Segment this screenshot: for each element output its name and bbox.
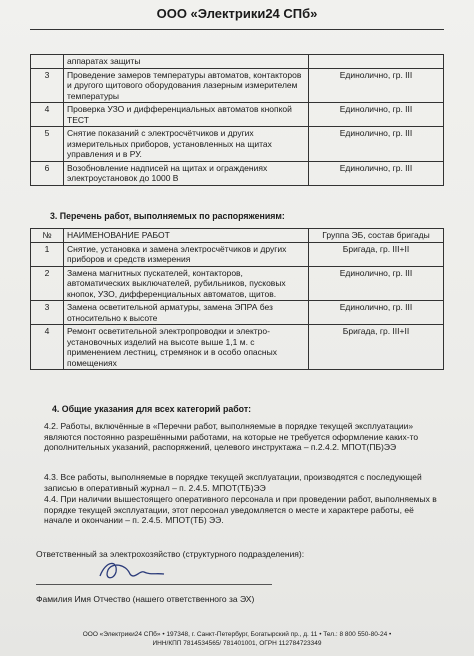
- table-routine-works: [30, 54, 444, 186]
- paragraph-4-3: 4.3. Все работы, выполняемые в порядке текущей эксплуатации, производятся с последующей записью в оперативный журнал – п. 2.4.5. МПОТ(ТБ)ЭЭ: [44, 472, 422, 493]
- section-3-title: 3. Перечень работ, выполняемых по распоряжениям:: [50, 211, 285, 221]
- cell-exec: Единолично, гр. III: [309, 127, 444, 162]
- cell-num: 4: [31, 325, 64, 370]
- table-row: [31, 266, 444, 301]
- cell-num: 3: [31, 68, 64, 103]
- col-header-group: Группа ЭБ, состав бригады: [309, 229, 444, 243]
- table-row: [31, 68, 444, 103]
- table-row: [31, 161, 444, 185]
- cell-num: 6: [31, 161, 64, 185]
- footer-address: ООО «Электрики24 СПб» • 197348, г. Санкт-Петербург, Богатырский пр., д. 11 • Тел.: 8 800 550-80-24 •: [82, 631, 392, 638]
- table-row: [31, 103, 444, 127]
- col-header-work: НАИМЕНОВАНИЕ РАБОТ: [64, 229, 309, 243]
- cell-work: аппаратах защиты: [64, 55, 309, 69]
- cell-num: 2: [31, 266, 64, 301]
- section-4-title: 4. Общие указания для всех категорий работ:: [52, 404, 252, 414]
- cell-num: 4: [31, 103, 64, 127]
- cell-exec: Бригада, гр. III+II: [309, 242, 444, 266]
- cell-work: Снятие, установка и замена электросчётчиков и других приборов и средств измерения: [64, 242, 309, 266]
- company-title: ООО «Электрики24 СПб»: [156, 6, 318, 21]
- cell-exec: Единолично, гр. III: [309, 68, 444, 103]
- table-order-works: [30, 228, 444, 370]
- paragraph-4-2: 4.2. Работы, включённые в «Перечни работ, выполняемые в порядке текущей эксплуатации» являются постоянно разрешёнными работами, на которые не требуется оформление каких-то дополнительных указаний, распоряжений, целевого инструктажа – п.2.4.2. МПОТ(ПБ)ЭЭ: [44, 421, 419, 452]
- cell-work: Замена осветительной арматуры, замена ЭПРА без относительно к высоте: [64, 301, 309, 325]
- cell-exec: Бригада, гр. III+II: [309, 325, 444, 370]
- cell-work: Замена магнитных пускателей, контакторов, автоматических выключателей, рубильников, пусковых кнопок, УЗО, дифференциальных автоматов, щитов.: [64, 266, 309, 301]
- table-row: [31, 301, 444, 325]
- cell-num: 5: [31, 127, 64, 162]
- cell-exec: [309, 55, 444, 69]
- table-row: [31, 55, 444, 69]
- table-row: [31, 242, 444, 266]
- cell-num: 3: [31, 301, 64, 325]
- cell-exec: Единолично, гр. III: [309, 266, 444, 301]
- table-row: [31, 325, 444, 370]
- cell-work: Возобновление надписей на щитах и ограждениях электроустановок до 1000 В: [64, 161, 309, 185]
- cell-exec: Единолично, гр. III: [309, 301, 444, 325]
- signature-line: [36, 584, 272, 585]
- cell-work: Проведение замеров температуры автоматов, контакторов и другого щитового оборудования лазерным измерителем температуры: [64, 68, 309, 103]
- cell-num: 1: [31, 242, 64, 266]
- cell-work: Снятие показаний с электросчётчиков и других измерительных приборов, установленных на щитах управления и в РУ.: [64, 127, 309, 162]
- responsible-label: Ответственный за электрохозяйство (структурного подразделения):: [36, 549, 305, 559]
- table-row: [31, 127, 444, 162]
- cell-work: Ремонт осветительной электропроводки и электро-установочных изделий на высоте выше 1,1 м. с применением лестниц, стремянок и в особо опасных помещениях: [64, 325, 309, 370]
- header-rule: [30, 29, 444, 30]
- cell-num: [31, 55, 64, 69]
- cell-exec: Единолично, гр. III: [309, 103, 444, 127]
- signature-scribble: [96, 556, 166, 584]
- cell-work: Проверка УЗО и дифференциальных автоматов кнопкой ТЕСТ: [64, 103, 309, 127]
- cell-exec: Единолично, гр. III: [309, 161, 444, 185]
- name-hint: Фамилия Имя Отчество (нашего ответственного за ЭХ): [36, 594, 255, 604]
- col-header-num: №: [31, 229, 64, 243]
- paragraph-4-4: 4.4. При наличии вышестоящего оперативного персонала и при проведении работ, выполняемых в порядке текущей эксплуатации, этот персонал уведомляется о месте и характере работы, её начале и окончании – п. 2.4.5. МПОТ(ТБ) ЭЭ.: [44, 494, 437, 525]
- table-header-row: [31, 229, 444, 243]
- footer-requisites: ИНН/КПП 7814534565/ 781401001, ОГРН 112784723349: [152, 640, 322, 647]
